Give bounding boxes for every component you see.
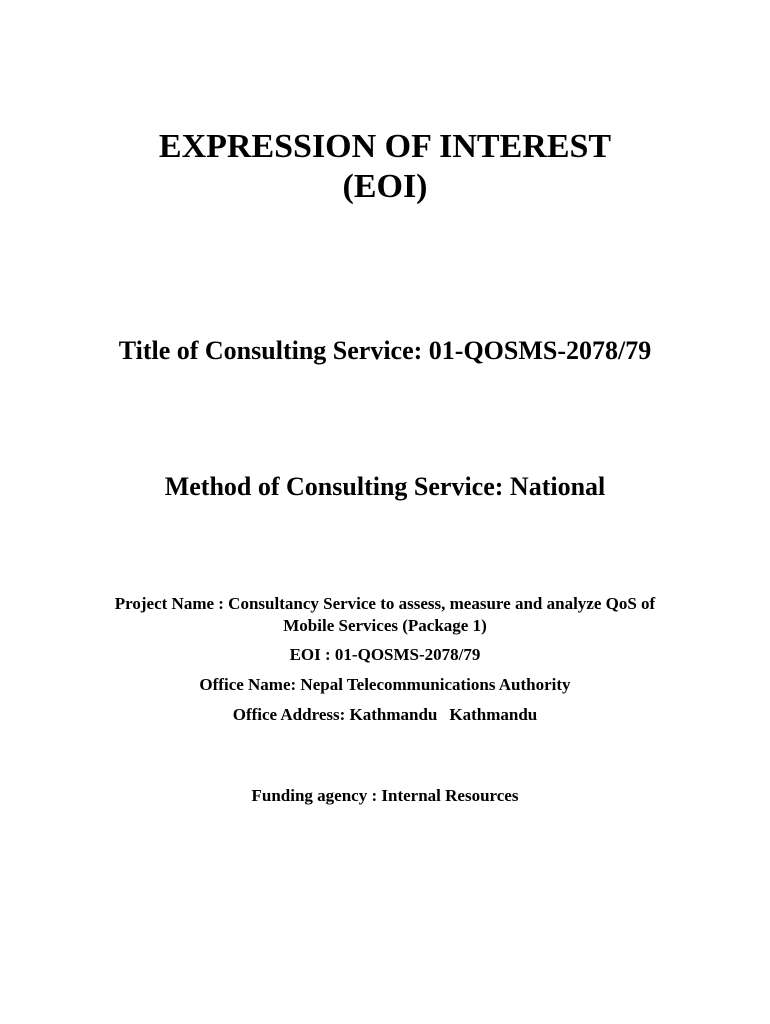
consulting-service-title: Title of Consulting Service: 01-QOSMS-2078/79	[118, 336, 652, 365]
project-name-continuation: Mobile Services (Package 1)	[283, 616, 487, 635]
office-address	[0, 704, 770, 726]
office-address-label: Office Address: Kathmandu	[232, 705, 438, 724]
eoi-number: EOI : 01-QOSMS-2078/79	[289, 645, 481, 664]
document-title-abbreviation: (EOI)	[342, 168, 428, 205]
document-title: EXPRESSION OF INTEREST	[158, 128, 612, 165]
funding-agency: Funding agency : Internal Resources	[251, 786, 519, 805]
consulting-service-method: Method of Consulting Service: National	[164, 472, 606, 501]
office-address-city: Kathmandu	[449, 705, 538, 724]
project-name: Project Name : Consultancy Service to assess, measure and analyze QoS of	[114, 594, 656, 613]
office-name: Office Name: Nepal Telecommunications Authority	[199, 675, 571, 694]
